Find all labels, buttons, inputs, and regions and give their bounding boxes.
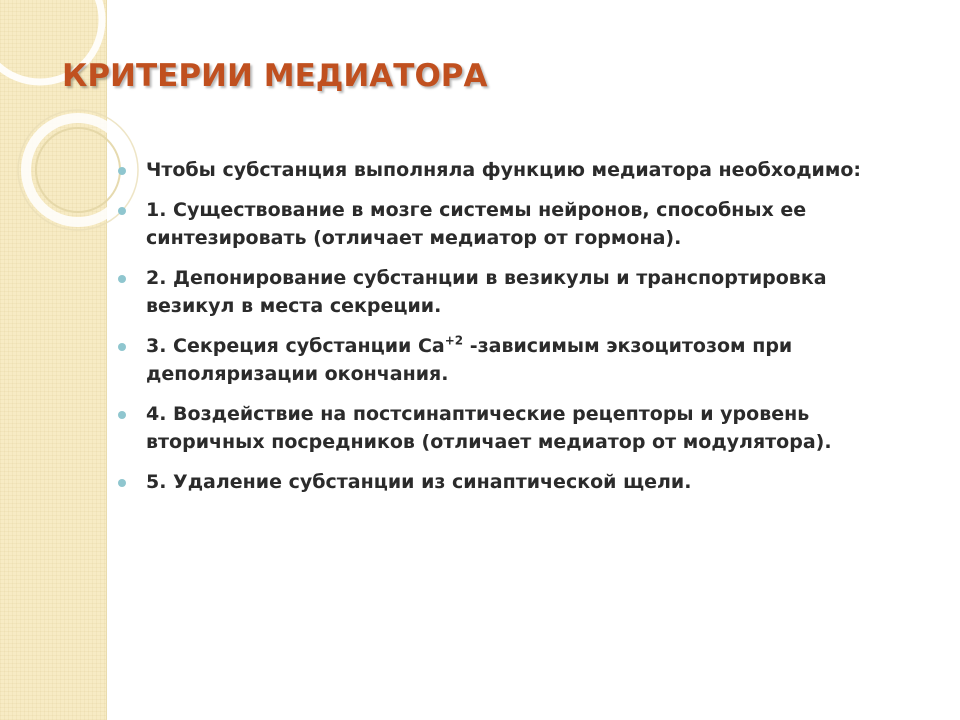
bullet-item-4 xyxy=(118,400,908,456)
calcium-charge-superscript: +2 xyxy=(444,333,464,348)
bullet-text: 2. Депонирование субстанции в везикулы и транспортировка везикул в места секреции. xyxy=(146,267,827,317)
bullet-text-after: -зависимым экзоцитозом при деполяризации окончания. xyxy=(146,335,793,385)
bullet-list xyxy=(118,156,908,508)
bullet-dot-icon xyxy=(118,207,126,215)
bullet-text-before: 3. Секреция субстанции Ca xyxy=(146,335,445,357)
bullet-text: 5. Удаление субстанции из синаптической щели. xyxy=(146,471,692,493)
decorative-side-band xyxy=(0,0,107,720)
bullet-item-2 xyxy=(118,264,908,320)
bullet-dot-icon xyxy=(118,167,126,175)
bullet-dot-icon xyxy=(118,411,126,419)
bullet-text: 1. Существование в мозге системы нейронов, способных ее синтезировать (отличает медиатор от гормона). xyxy=(146,199,807,249)
slide-title: КРИТЕРИИ МЕДИАТОРА xyxy=(62,58,488,94)
bullet-item-1 xyxy=(118,196,908,252)
bullet-text: 4. Воздействие на постсинаптические рецепторы и уровень вторичных посредников (отличает медиатор от модулятора). xyxy=(146,403,832,453)
bullet-dot-icon xyxy=(118,343,126,351)
bullet-dot-icon xyxy=(118,479,126,487)
bullet-item-5 xyxy=(118,468,908,496)
bullet-text: Чтобы субстанция выполняла функцию медиатора необходимо: xyxy=(146,159,862,181)
bullet-dot-icon xyxy=(118,275,126,283)
bullet-item-intro xyxy=(118,156,908,184)
bullet-item-3 xyxy=(118,332,908,388)
